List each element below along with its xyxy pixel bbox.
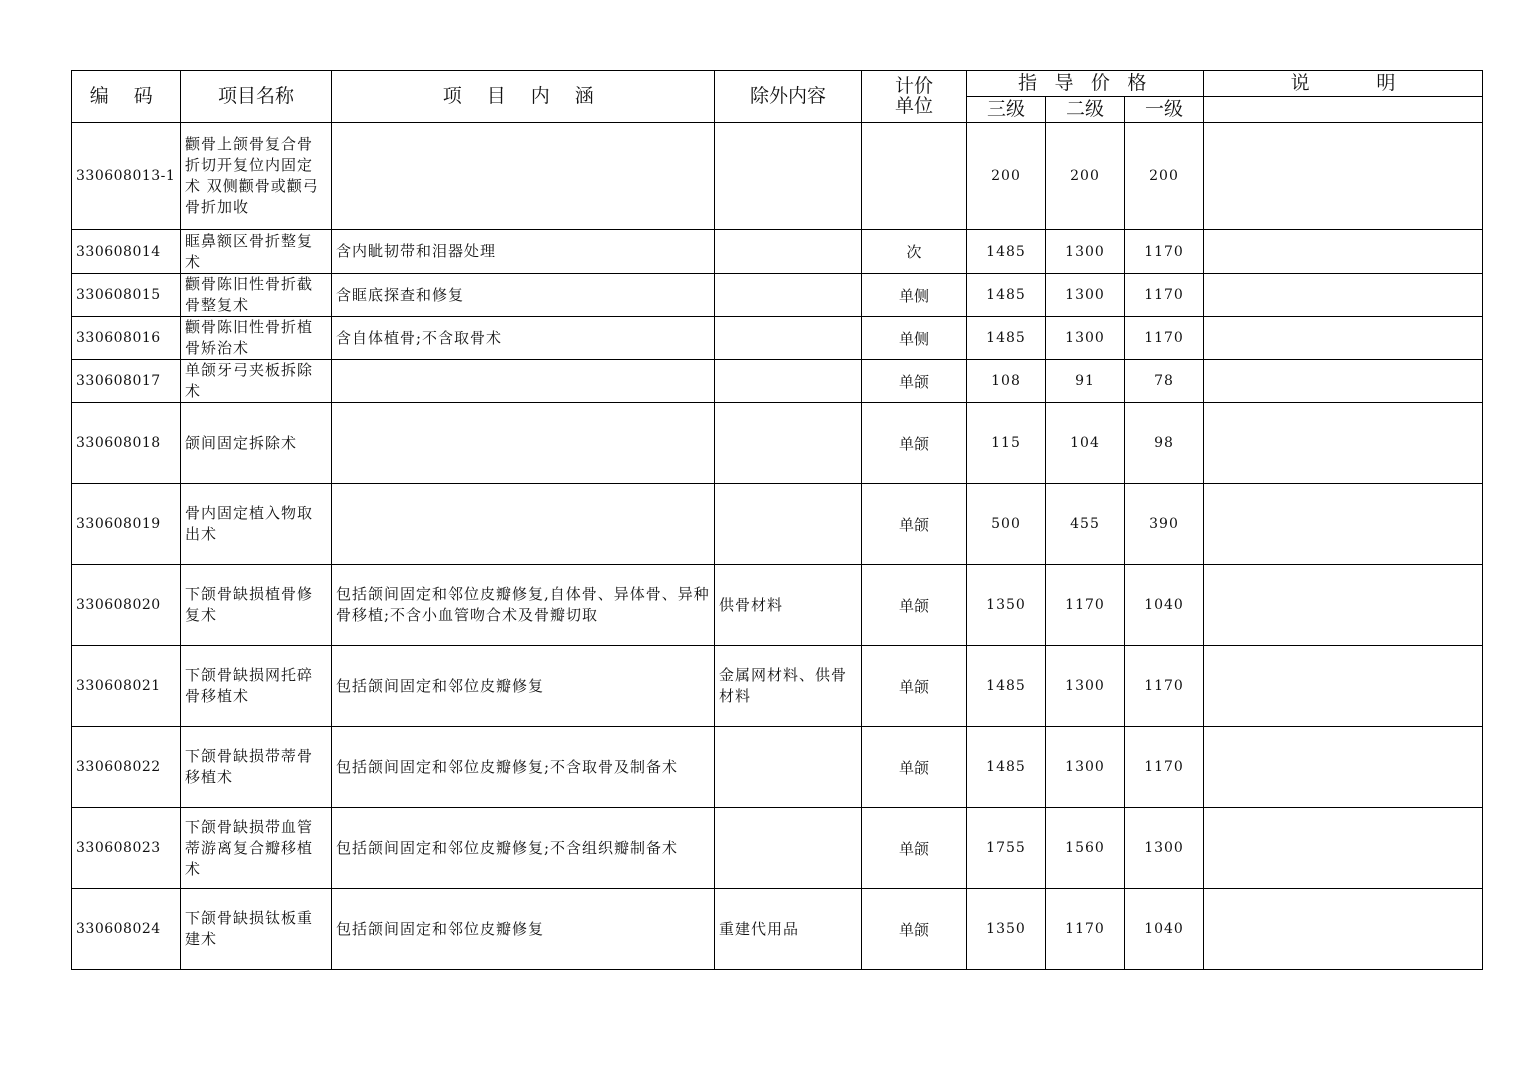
code-cell: 330608020 — [72, 565, 181, 646]
unit-cell: 次 — [862, 230, 967, 274]
price-level2-cell: 1300 — [1046, 317, 1125, 360]
note-cell — [1204, 727, 1483, 808]
price-level2-cell: 1300 — [1046, 646, 1125, 727]
header-unit-line2: 单位 — [894, 94, 933, 117]
unit-cell: 单颌 — [862, 646, 967, 727]
price-level1-cell: 1040 — [1125, 889, 1204, 970]
table-row — [72, 889, 1483, 970]
price-level1-cell: 1300 — [1125, 808, 1204, 889]
code-cell: 330608018 — [72, 403, 181, 484]
name-cell: 下颌骨缺损网托碎骨移植术 — [181, 646, 332, 727]
header-content: 项 目 内 涵 — [332, 71, 715, 123]
price-level1-cell: 1170 — [1125, 646, 1204, 727]
code-cell: 330608021 — [72, 646, 181, 727]
name-cell: 下颌骨缺损带血管蒂游离复合瓣移植术 — [181, 808, 332, 889]
table-row — [72, 727, 1483, 808]
content-cell: 包括颌间固定和邻位皮瓣修复;不含组织瓣制备术 — [332, 808, 715, 889]
note-cell — [1204, 317, 1483, 360]
name-cell: 单颌牙弓夹板拆除术 — [181, 360, 332, 403]
code-cell: 330608023 — [72, 808, 181, 889]
header-unit — [862, 71, 967, 123]
price-level3-cell: 1485 — [967, 230, 1046, 274]
name-cell: 眶鼻额区骨折整复术 — [181, 230, 332, 274]
price-level3-cell: 1755 — [967, 808, 1046, 889]
content-cell — [332, 123, 715, 230]
content-cell: 包括颌间固定和邻位皮瓣修复;不含取骨及制备术 — [332, 727, 715, 808]
table-header — [72, 71, 1483, 123]
code-cell: 330608024 — [72, 889, 181, 970]
content-cell: 包括颌间固定和邻位皮瓣修复 — [332, 646, 715, 727]
name-cell: 颧骨陈旧性骨折截骨整复术 — [181, 274, 332, 317]
content-cell: 含自体植骨;不含取骨术 — [332, 317, 715, 360]
content-cell: 包括颌间固定和邻位皮瓣修复,自体骨、异体骨、异种骨移植;不含小血管吻合术及骨瓣切取 — [332, 565, 715, 646]
table-row — [72, 360, 1483, 403]
code-cell: 330608017 — [72, 360, 181, 403]
name-cell: 骨内固定植入物取出术 — [181, 484, 332, 565]
code-cell: 330608015 — [72, 274, 181, 317]
price-level3-cell: 1485 — [967, 274, 1046, 317]
price-level2-cell: 91 — [1046, 360, 1125, 403]
table-body — [72, 123, 1483, 970]
code-cell: 330608016 — [72, 317, 181, 360]
price-level1-cell: 98 — [1125, 403, 1204, 484]
note-cell — [1204, 403, 1483, 484]
content-cell — [332, 360, 715, 403]
header-note-sub — [1204, 97, 1483, 123]
content-cell: 含内眦韧带和泪器处理 — [332, 230, 715, 274]
price-level1-cell: 1170 — [1125, 274, 1204, 317]
table-row — [72, 274, 1483, 317]
exclusion-cell — [715, 230, 862, 274]
content-cell: 含眶底探查和修复 — [332, 274, 715, 317]
price-level3-cell: 1350 — [967, 565, 1046, 646]
unit-cell: 单颌 — [862, 360, 967, 403]
header-exclusion: 除外内容 — [715, 71, 862, 123]
unit-cell: 单颌 — [862, 403, 967, 484]
name-cell: 下颌骨缺损植骨修复术 — [181, 565, 332, 646]
unit-cell — [862, 123, 967, 230]
exclusion-cell — [715, 274, 862, 317]
name-cell: 下颌骨缺损带蒂骨移植术 — [181, 727, 332, 808]
price-table — [71, 70, 1483, 970]
code-cell: 330608022 — [72, 727, 181, 808]
code-cell: 330608013-1 — [72, 123, 181, 230]
name-cell: 下颌骨缺损钛板重建术 — [181, 889, 332, 970]
exclusion-cell — [715, 360, 862, 403]
note-cell — [1204, 230, 1483, 274]
price-level1-cell: 1170 — [1125, 727, 1204, 808]
unit-cell: 单颌 — [862, 808, 967, 889]
note-cell — [1204, 889, 1483, 970]
price-level3-cell: 1350 — [967, 889, 1046, 970]
note-cell — [1204, 123, 1483, 230]
price-level2-cell: 1300 — [1046, 230, 1125, 274]
header-level1: 一级 — [1125, 97, 1204, 123]
table-row — [72, 123, 1483, 230]
price-level2-cell: 1300 — [1046, 274, 1125, 317]
note-cell — [1204, 360, 1483, 403]
exclusion-cell — [715, 123, 862, 230]
exclusion-cell — [715, 317, 862, 360]
exclusion-cell: 供骨材料 — [715, 565, 862, 646]
price-level2-cell: 200 — [1046, 123, 1125, 230]
price-level2-cell: 1300 — [1046, 727, 1125, 808]
header-note: 说 明 — [1204, 71, 1483, 97]
exclusion-cell: 重建代用品 — [715, 889, 862, 970]
exclusion-cell — [715, 808, 862, 889]
content-cell — [332, 403, 715, 484]
name-cell: 颧骨上颌骨复合骨折切开复位内固定术 双侧颧骨或颧弓骨折加收 — [181, 123, 332, 230]
exclusion-cell: 金属网材料、供骨材料 — [715, 646, 862, 727]
content-cell: 包括颌间固定和邻位皮瓣修复 — [332, 889, 715, 970]
content-cell — [332, 484, 715, 565]
name-cell: 颧骨陈旧性骨折植骨矫治术 — [181, 317, 332, 360]
table-row — [72, 484, 1483, 565]
price-level1-cell: 1170 — [1125, 317, 1204, 360]
price-level3-cell: 1485 — [967, 727, 1046, 808]
header-level3: 三级 — [967, 97, 1046, 123]
price-level3-cell: 108 — [967, 360, 1046, 403]
unit-cell: 单颌 — [862, 565, 967, 646]
header-guide-price: 指 导 价 格 — [967, 71, 1204, 97]
header-name: 项目名称 — [181, 71, 332, 123]
table-row — [72, 646, 1483, 727]
unit-cell: 单侧 — [862, 317, 967, 360]
unit-cell: 单颌 — [862, 889, 967, 970]
code-cell: 330608014 — [72, 230, 181, 274]
price-level1-cell: 1170 — [1125, 230, 1204, 274]
exclusion-cell — [715, 727, 862, 808]
exclusion-cell — [715, 403, 862, 484]
price-level1-cell: 390 — [1125, 484, 1204, 565]
price-level3-cell: 1485 — [967, 317, 1046, 360]
price-level3-cell: 115 — [967, 403, 1046, 484]
price-level3-cell: 500 — [967, 484, 1046, 565]
price-level1-cell: 1040 — [1125, 565, 1204, 646]
price-level2-cell: 455 — [1046, 484, 1125, 565]
unit-cell: 单侧 — [862, 274, 967, 317]
table-row — [72, 230, 1483, 274]
note-cell — [1204, 808, 1483, 889]
name-cell: 颌间固定拆除术 — [181, 403, 332, 484]
note-cell — [1204, 484, 1483, 565]
unit-cell: 单颌 — [862, 484, 967, 565]
table-row — [72, 317, 1483, 360]
price-level2-cell: 1560 — [1046, 808, 1125, 889]
table-row — [72, 565, 1483, 646]
header-code: 编 码 — [72, 71, 181, 123]
code-cell: 330608019 — [72, 484, 181, 565]
unit-cell: 单颌 — [862, 727, 967, 808]
note-cell — [1204, 274, 1483, 317]
price-level3-cell: 200 — [967, 123, 1046, 230]
note-cell — [1204, 565, 1483, 646]
note-cell — [1204, 646, 1483, 727]
header-level2: 二级 — [1046, 97, 1125, 123]
price-level3-cell: 1485 — [967, 646, 1046, 727]
exclusion-cell — [715, 484, 862, 565]
price-level1-cell: 78 — [1125, 360, 1204, 403]
table-row — [72, 403, 1483, 484]
price-level2-cell: 1170 — [1046, 889, 1125, 970]
price-level2-cell: 1170 — [1046, 565, 1125, 646]
price-level2-cell: 104 — [1046, 403, 1125, 484]
table-row — [72, 808, 1483, 889]
header-unit-line1: 计价 — [894, 74, 933, 97]
price-level1-cell: 200 — [1125, 123, 1204, 230]
